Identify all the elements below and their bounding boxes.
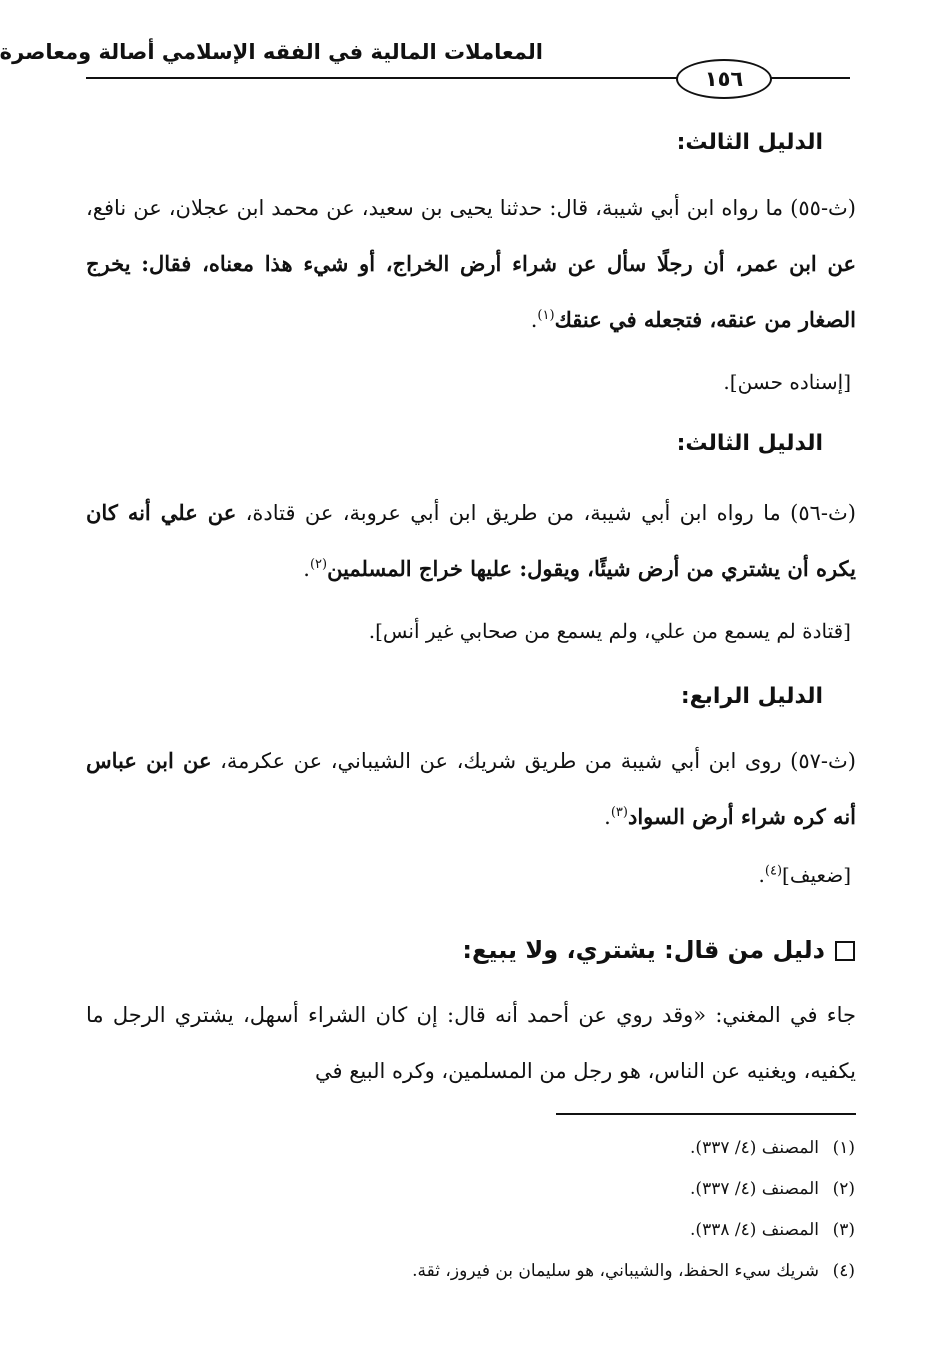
- section-heading-evidence-3a: الدليل الثالث:: [676, 130, 823, 155]
- page-number: ١٥٦: [676, 59, 772, 99]
- paragraph-end: .: [530, 308, 538, 332]
- footnote-ref-4[interactable]: (٤): [764, 863, 783, 879]
- paragraph-athar-57: [86, 733, 856, 845]
- footnote-text: المصنف (٤/ ٣٣٧).: [690, 1179, 819, 1199]
- section-heading-evidence-4: الدليل الرابع:: [680, 684, 823, 709]
- grading-note-athar-57: [759, 855, 851, 895]
- footnote-item: [300, 1169, 855, 1210]
- section-heading-evidence-3b: الدليل الثالث:: [676, 431, 823, 456]
- footnotes-list: [300, 1128, 855, 1292]
- grading-note-athar-55: [إسناده حسن].: [723, 370, 851, 394]
- footnote-number: (٣): [832, 1220, 855, 1240]
- footnote-item: [300, 1128, 855, 1169]
- paragraph-al-mughni: جاء في المغني: «وقد روي عن أحمد أنه قال: إن كان الشراء أسهل، يشتري الرجل ما يكفيه، ويغنيه عن الناس، هو رجل من المسلمين، وكره البيع في: [86, 1003, 856, 1083]
- paragraph-end: .: [604, 805, 611, 829]
- running-header-title: المعاملات المالية في الفقه الإسلامي أصالة ومعاصرة: [0, 40, 543, 64]
- checkbox-bullet-icon: [835, 941, 855, 961]
- footnote-text: المصنف (٤/ ٣٣٧).: [690, 1138, 819, 1158]
- footnote-separator: [556, 1113, 856, 1115]
- footnote-ref-2[interactable]: (٢): [309, 557, 328, 572]
- grading-text: [ضعيف]: [782, 863, 851, 887]
- footnote-text: المصنف (٤/ ٣٣٨).: [690, 1220, 819, 1240]
- section-heading-buyer-evidence: [462, 928, 855, 972]
- paragraph-text: (ث-٥٥) ما رواه ابن أبي شيبة، قال: حدثنا يحيى بن سعيد، عن محمد ابن عجلان، عن نافع،: [86, 196, 856, 220]
- grading-note-athar-56: [قتادة لم يسمع من علي، ولم يسمع من صحابي غير أنس].: [368, 619, 851, 643]
- footnote-ref-1[interactable]: (١): [537, 308, 555, 323]
- paragraph-athar-56: [86, 485, 856, 597]
- footnote-item: [300, 1210, 855, 1251]
- paragraph-bold-text: عن ابن عباس أنه كره شراء أرض السواد: [86, 748, 856, 829]
- footnote-text: شريك سيء الحفظ، والشيباني، هو سليمان بن فيروز، ثقة.: [412, 1261, 819, 1281]
- footnote-ref-3[interactable]: (٣): [610, 805, 628, 820]
- grading-end: .: [758, 863, 765, 887]
- footnote-number: (٤): [832, 1261, 855, 1281]
- paragraph-text: (ث-٥٦) ما رواه ابن أبي شيبة، من طريق ابن أبي عروبة، عن قتادة،: [236, 501, 856, 525]
- paragraph-bold-text: عن ابن عمر، أن رجلًا سأل عن شراء أرض الخراج، أو شيء هذا معناه، فقال: يخرج الصغار من عنقه، فتجعله في عنقك: [86, 251, 856, 332]
- paragraph-text: (ث-٥٧) روى ابن أبي شيبة من طريق شريك، عن الشيباني، عن عكرمة،: [211, 749, 856, 773]
- footnote-number: (١): [832, 1138, 855, 1158]
- paragraph-end: .: [303, 557, 310, 581]
- section-heading-text: دليل من قال: يشتري، ولا يبيع:: [462, 936, 825, 964]
- paragraph-athar-55: [86, 180, 856, 348]
- footnote-number: (٢): [832, 1179, 855, 1199]
- paragraph-bold-text: عن علي أنه كان يكره أن يشتري من أرض شيئًا، ويقول: عليها خراج المسلمين: [86, 500, 856, 581]
- footnote-item: [300, 1251, 855, 1292]
